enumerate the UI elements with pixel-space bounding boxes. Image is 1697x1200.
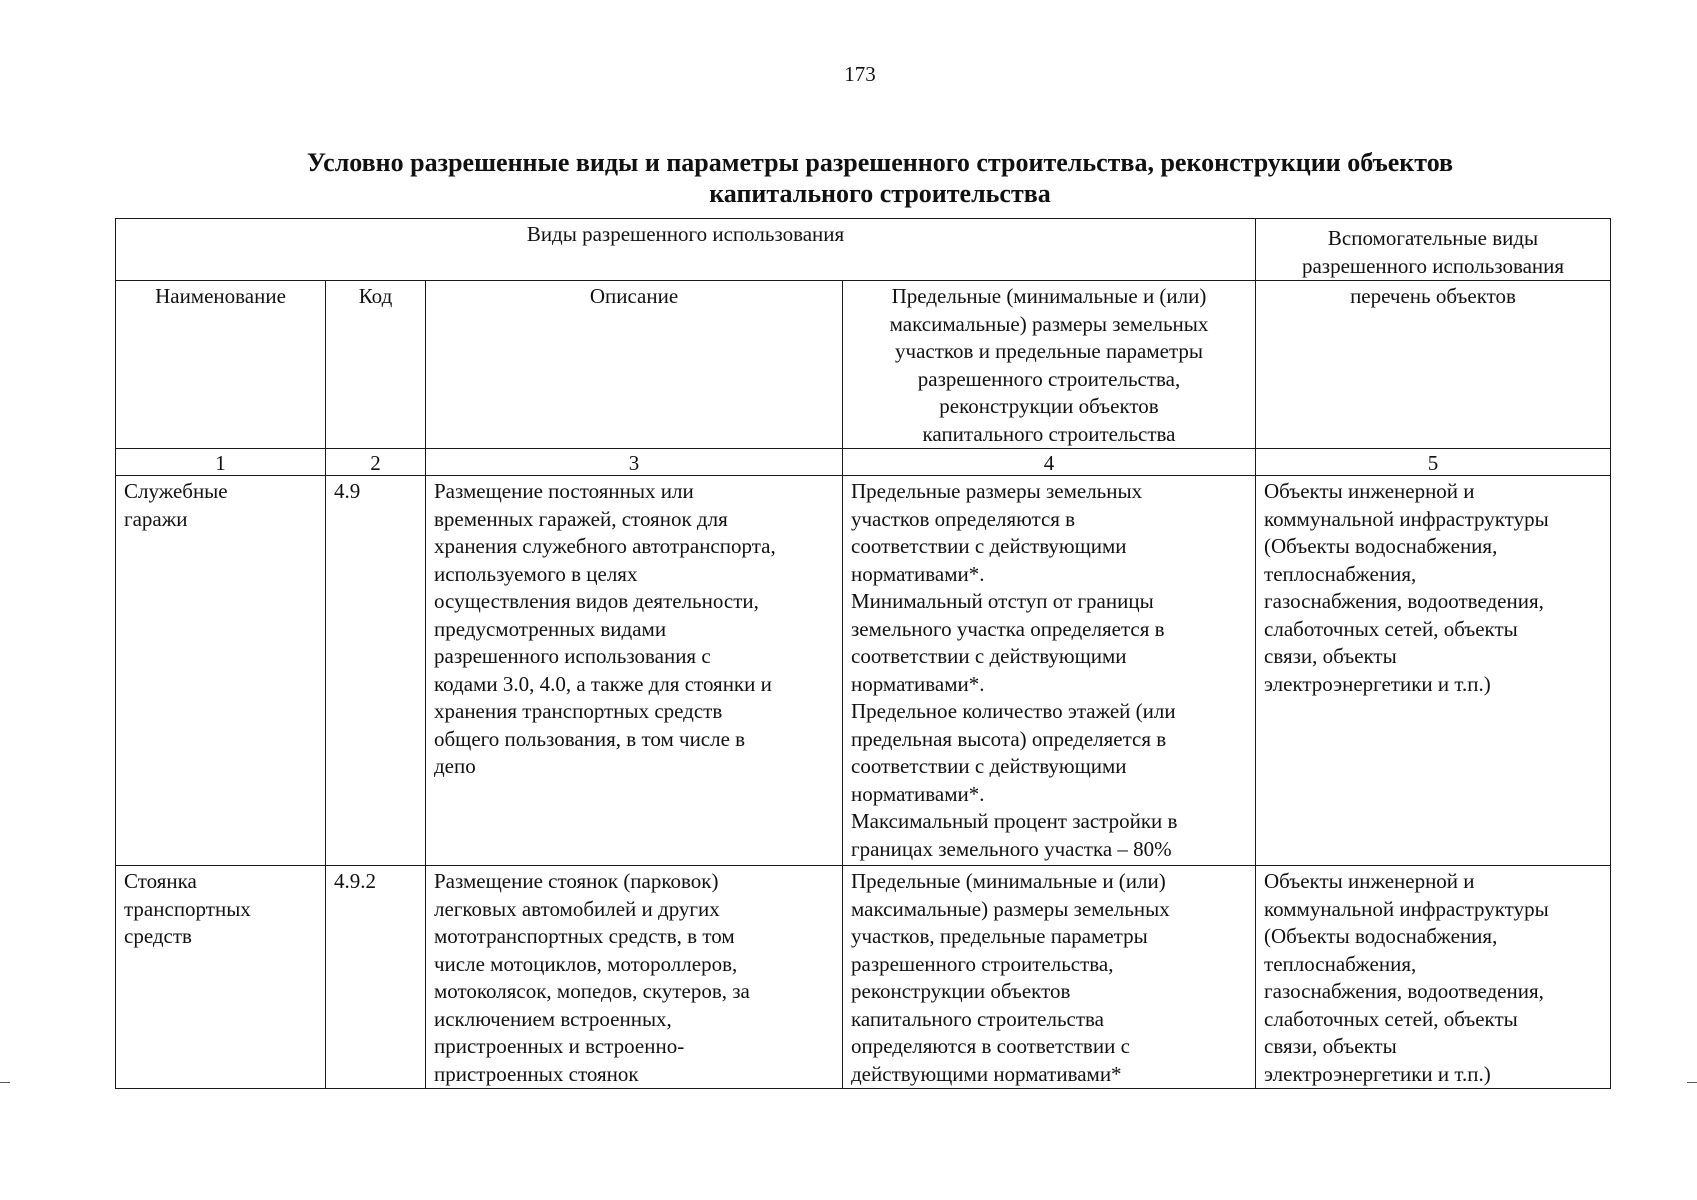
document-title-line-2: капитального строительства	[709, 179, 1051, 208]
document-title	[180, 147, 1580, 209]
page-number: 173	[844, 62, 876, 86]
column-number-row	[116, 449, 1611, 476]
group-header-row	[116, 219, 1611, 281]
row-name: Стоянка транспортных средств	[116, 866, 326, 1089]
row-auxiliary-objects: Объекты инженерной и коммунальной инфраструктуры (Объекты водоснабжения, теплоснабжения, газоснабжения, водоотведения, слаботочных сетей, объекты связи, объекты электроэнергетики и т.п.)	[1256, 866, 1611, 1089]
table-row	[116, 476, 1611, 866]
column-number-3: 3	[426, 449, 843, 476]
column-header-row	[116, 281, 1611, 449]
row-parameters: Предельные размеры земельных участков определяются в соответствии с действующими нормативами*. Минимальный отступ от границы земельного участка определяется в соответствии с действующими нормативами*. Предельное количество этажей (или предельная высота) определяется в соответствии с действующими нормативами*. Максимальный процент застройки в границах земельного участка – 80%	[843, 476, 1256, 866]
right-margin-mark	[1687, 1082, 1697, 1083]
left-margin-mark	[0, 1082, 10, 1083]
group-header-auxiliary-uses: Вспомогательные виды разрешенного использования	[1256, 219, 1611, 281]
column-header-name: Наименование	[116, 281, 326, 449]
column-header-code: Код	[326, 281, 426, 449]
column-number-5: 5	[1256, 449, 1611, 476]
row-name: Служебные гаражи	[116, 476, 326, 866]
row-code: 4.9.2	[326, 866, 426, 1089]
row-parameters: Предельные (минимальные и (или) максимальные) размеры земельных участков, предельные параметры разрешенного строительства, реконструкции объектов капитального строительства определяются в соответствии с действующими нормативами*	[843, 866, 1256, 1089]
document-title-line-1: Условно разрешенные виды и параметры разрешенного строительства, реконструкции объектов	[306, 148, 1454, 177]
column-header-object-list: перечень объектов	[1256, 281, 1611, 449]
column-header-description: Описание	[426, 281, 843, 449]
column-number-1: 1	[116, 449, 326, 476]
permitted-use-table	[115, 218, 1611, 1089]
column-number-4: 4	[843, 449, 1256, 476]
column-number-2: 2	[326, 449, 426, 476]
row-auxiliary-objects: Объекты инженерной и коммунальной инфраструктуры (Объекты водоснабжения, теплоснабжения, газоснабжения, водоотведения, слаботочных сетей, объекты связи, объекты электроэнергетики и т.п.)	[1256, 476, 1611, 866]
row-description: Размещение стоянок (парковок) легковых автомобилей и других мототранспортных средств, в том числе мотоциклов, мотороллеров, мотоколясок, мопедов, скутеров, за исключением встроенных, пристроенных и встроенно- пристроенных стоянок	[426, 866, 843, 1089]
group-header-permitted-uses: Виды разрешенного использования	[116, 219, 1256, 281]
column-header-parameters: Предельные (минимальные и (или) максимальные) размеры земельных участков и предельные параметры разрешенного строительства, реконструкции объектов капитального строительства	[843, 281, 1256, 449]
row-description: Размещение постоянных или временных гаражей, стоянок для хранения служебного автотранспорта, используемого в целях осуществления видов деятельности, предусмотренных видами разрешенного использования с кодами 3.0, 4.0, а также для стоянки и хранения транспортных средств общего пользования, в том числе в депо	[426, 476, 843, 866]
row-code: 4.9	[326, 476, 426, 866]
table-row	[116, 866, 1611, 1089]
